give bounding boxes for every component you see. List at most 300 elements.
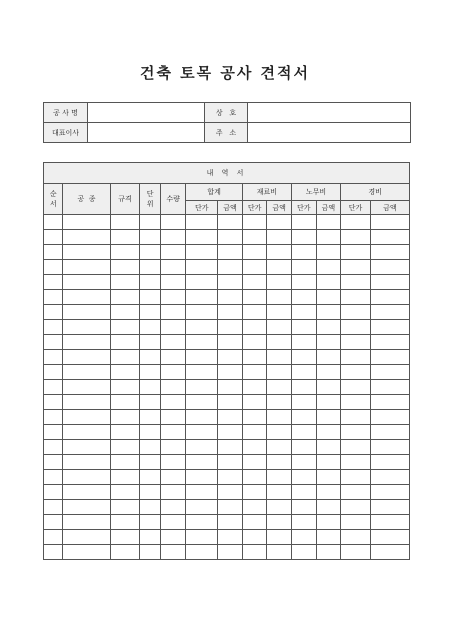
- table-cell[interactable]: [291, 245, 316, 260]
- table-cell[interactable]: [267, 275, 292, 290]
- table-cell[interactable]: [267, 395, 292, 410]
- table-cell[interactable]: [63, 290, 110, 305]
- table-cell[interactable]: [291, 215, 316, 230]
- table-cell[interactable]: [316, 245, 341, 260]
- table-cell[interactable]: [291, 275, 316, 290]
- table-cell[interactable]: [63, 245, 110, 260]
- table-cell[interactable]: [218, 485, 243, 500]
- table-cell[interactable]: [218, 440, 243, 455]
- table-cell[interactable]: [370, 455, 409, 470]
- table-cell[interactable]: [370, 500, 409, 515]
- table-cell[interactable]: [242, 545, 267, 560]
- table-cell[interactable]: [267, 485, 292, 500]
- table-cell[interactable]: [63, 215, 110, 230]
- table-cell[interactable]: [110, 470, 140, 485]
- table-cell[interactable]: [63, 515, 110, 530]
- table-cell[interactable]: [291, 230, 316, 245]
- table-cell[interactable]: [160, 455, 186, 470]
- table-cell[interactable]: [267, 545, 292, 560]
- table-cell[interactable]: [44, 545, 63, 560]
- table-cell[interactable]: [218, 500, 243, 515]
- table-cell[interactable]: [316, 350, 341, 365]
- table-cell[interactable]: [370, 350, 409, 365]
- table-cell[interactable]: [316, 230, 341, 245]
- table-cell[interactable]: [267, 500, 292, 515]
- table-cell[interactable]: [186, 305, 218, 320]
- company-field[interactable]: [248, 103, 411, 123]
- table-cell[interactable]: [44, 410, 63, 425]
- table-cell[interactable]: [242, 260, 267, 275]
- table-cell[interactable]: [370, 335, 409, 350]
- table-cell[interactable]: [267, 245, 292, 260]
- table-cell[interactable]: [110, 515, 140, 530]
- table-cell[interactable]: [140, 245, 160, 260]
- table-cell[interactable]: [140, 215, 160, 230]
- table-cell[interactable]: [242, 230, 267, 245]
- table-cell[interactable]: [370, 320, 409, 335]
- table-cell[interactable]: [44, 365, 63, 380]
- table-cell[interactable]: [316, 365, 341, 380]
- table-cell[interactable]: [110, 260, 140, 275]
- table-cell[interactable]: [44, 440, 63, 455]
- table-cell[interactable]: [140, 350, 160, 365]
- table-cell[interactable]: [341, 320, 371, 335]
- table-cell[interactable]: [291, 545, 316, 560]
- table-cell[interactable]: [242, 275, 267, 290]
- table-cell[interactable]: [110, 485, 140, 500]
- table-cell[interactable]: [140, 335, 160, 350]
- table-cell[interactable]: [341, 290, 371, 305]
- table-cell[interactable]: [267, 425, 292, 440]
- table-cell[interactable]: [291, 440, 316, 455]
- table-cell[interactable]: [242, 485, 267, 500]
- table-cell[interactable]: [267, 365, 292, 380]
- table-cell[interactable]: [110, 440, 140, 455]
- table-cell[interactable]: [63, 485, 110, 500]
- table-cell[interactable]: [110, 395, 140, 410]
- table-cell[interactable]: [160, 395, 186, 410]
- table-cell[interactable]: [341, 245, 371, 260]
- table-cell[interactable]: [316, 290, 341, 305]
- table-cell[interactable]: [186, 470, 218, 485]
- table-cell[interactable]: [160, 470, 186, 485]
- table-cell[interactable]: [140, 305, 160, 320]
- table-cell[interactable]: [242, 380, 267, 395]
- table-cell[interactable]: [160, 350, 186, 365]
- table-cell[interactable]: [63, 410, 110, 425]
- table-cell[interactable]: [291, 470, 316, 485]
- table-cell[interactable]: [110, 230, 140, 245]
- table-cell[interactable]: [140, 500, 160, 515]
- table-cell[interactable]: [160, 335, 186, 350]
- table-cell[interactable]: [341, 545, 371, 560]
- table-cell[interactable]: [370, 410, 409, 425]
- table-cell[interactable]: [370, 395, 409, 410]
- table-cell[interactable]: [44, 500, 63, 515]
- table-cell[interactable]: [291, 365, 316, 380]
- table-cell[interactable]: [218, 290, 243, 305]
- table-cell[interactable]: [370, 485, 409, 500]
- table-cell[interactable]: [242, 395, 267, 410]
- table-cell[interactable]: [370, 545, 409, 560]
- table-cell[interactable]: [63, 305, 110, 320]
- table-cell[interactable]: [242, 440, 267, 455]
- table-cell[interactable]: [186, 395, 218, 410]
- table-cell[interactable]: [44, 485, 63, 500]
- table-cell[interactable]: [110, 455, 140, 470]
- table-cell[interactable]: [63, 500, 110, 515]
- table-cell[interactable]: [267, 410, 292, 425]
- table-cell[interactable]: [291, 305, 316, 320]
- table-cell[interactable]: [44, 455, 63, 470]
- table-cell[interactable]: [218, 365, 243, 380]
- table-cell[interactable]: [267, 320, 292, 335]
- table-cell[interactable]: [140, 425, 160, 440]
- table-cell[interactable]: [110, 320, 140, 335]
- table-cell[interactable]: [291, 260, 316, 275]
- table-cell[interactable]: [291, 425, 316, 440]
- table-cell[interactable]: [44, 275, 63, 290]
- table-cell[interactable]: [242, 470, 267, 485]
- table-cell[interactable]: [110, 410, 140, 425]
- table-cell[interactable]: [341, 350, 371, 365]
- table-cell[interactable]: [160, 380, 186, 395]
- table-cell[interactable]: [341, 215, 371, 230]
- table-cell[interactable]: [267, 455, 292, 470]
- table-cell[interactable]: [140, 485, 160, 500]
- table-cell[interactable]: [160, 305, 186, 320]
- table-cell[interactable]: [160, 260, 186, 275]
- table-cell[interactable]: [110, 530, 140, 545]
- table-cell[interactable]: [341, 515, 371, 530]
- table-cell[interactable]: [341, 425, 371, 440]
- table-cell[interactable]: [140, 320, 160, 335]
- table-cell[interactable]: [160, 515, 186, 530]
- table-cell[interactable]: [242, 290, 267, 305]
- table-cell[interactable]: [63, 365, 110, 380]
- table-cell[interactable]: [140, 545, 160, 560]
- table-cell[interactable]: [110, 380, 140, 395]
- table-cell[interactable]: [267, 290, 292, 305]
- table-cell[interactable]: [341, 455, 371, 470]
- table-cell[interactable]: [316, 305, 341, 320]
- table-cell[interactable]: [44, 230, 63, 245]
- table-cell[interactable]: [291, 290, 316, 305]
- table-cell[interactable]: [44, 350, 63, 365]
- table-cell[interactable]: [160, 545, 186, 560]
- table-cell[interactable]: [160, 320, 186, 335]
- table-cell[interactable]: [110, 365, 140, 380]
- table-cell[interactable]: [242, 530, 267, 545]
- table-cell[interactable]: [341, 500, 371, 515]
- table-cell[interactable]: [370, 290, 409, 305]
- table-cell[interactable]: [186, 485, 218, 500]
- table-cell[interactable]: [63, 530, 110, 545]
- table-cell[interactable]: [44, 515, 63, 530]
- table-cell[interactable]: [267, 515, 292, 530]
- table-cell[interactable]: [341, 440, 371, 455]
- table-cell[interactable]: [242, 515, 267, 530]
- table-cell[interactable]: [44, 395, 63, 410]
- table-cell[interactable]: [218, 515, 243, 530]
- table-cell[interactable]: [370, 230, 409, 245]
- table-cell[interactable]: [186, 380, 218, 395]
- table-cell[interactable]: [110, 305, 140, 320]
- table-cell[interactable]: [186, 515, 218, 530]
- table-cell[interactable]: [341, 305, 371, 320]
- table-cell[interactable]: [370, 515, 409, 530]
- table-cell[interactable]: [341, 335, 371, 350]
- table-cell[interactable]: [186, 290, 218, 305]
- table-cell[interactable]: [370, 380, 409, 395]
- table-cell[interactable]: [316, 215, 341, 230]
- table-cell[interactable]: [316, 380, 341, 395]
- table-cell[interactable]: [370, 260, 409, 275]
- table-cell[interactable]: [316, 500, 341, 515]
- table-cell[interactable]: [316, 260, 341, 275]
- table-cell[interactable]: [140, 365, 160, 380]
- table-cell[interactable]: [370, 530, 409, 545]
- table-cell[interactable]: [63, 545, 110, 560]
- table-cell[interactable]: [63, 380, 110, 395]
- table-cell[interactable]: [218, 320, 243, 335]
- table-cell[interactable]: [218, 380, 243, 395]
- table-cell[interactable]: [341, 275, 371, 290]
- table-cell[interactable]: [242, 215, 267, 230]
- table-cell[interactable]: [218, 395, 243, 410]
- table-cell[interactable]: [218, 260, 243, 275]
- table-cell[interactable]: [267, 335, 292, 350]
- table-cell[interactable]: [370, 245, 409, 260]
- table-cell[interactable]: [242, 335, 267, 350]
- table-cell[interactable]: [291, 410, 316, 425]
- table-cell[interactable]: [370, 365, 409, 380]
- table-cell[interactable]: [63, 335, 110, 350]
- table-cell[interactable]: [186, 245, 218, 260]
- table-cell[interactable]: [110, 245, 140, 260]
- address-field[interactable]: [248, 123, 411, 143]
- table-cell[interactable]: [44, 530, 63, 545]
- table-cell[interactable]: [44, 290, 63, 305]
- table-cell[interactable]: [44, 335, 63, 350]
- table-cell[interactable]: [218, 350, 243, 365]
- table-cell[interactable]: [291, 380, 316, 395]
- table-cell[interactable]: [140, 230, 160, 245]
- table-cell[interactable]: [316, 530, 341, 545]
- table-cell[interactable]: [44, 320, 63, 335]
- table-cell[interactable]: [160, 230, 186, 245]
- table-cell[interactable]: [316, 485, 341, 500]
- table-cell[interactable]: [140, 410, 160, 425]
- table-cell[interactable]: [341, 530, 371, 545]
- table-cell[interactable]: [316, 545, 341, 560]
- table-cell[interactable]: [110, 545, 140, 560]
- table-cell[interactable]: [63, 440, 110, 455]
- table-cell[interactable]: [242, 320, 267, 335]
- table-cell[interactable]: [316, 320, 341, 335]
- table-cell[interactable]: [186, 350, 218, 365]
- table-cell[interactable]: [160, 365, 186, 380]
- table-cell[interactable]: [267, 215, 292, 230]
- table-cell[interactable]: [316, 425, 341, 440]
- table-cell[interactable]: [267, 440, 292, 455]
- table-cell[interactable]: [63, 350, 110, 365]
- table-cell[interactable]: [242, 425, 267, 440]
- table-cell[interactable]: [160, 530, 186, 545]
- table-cell[interactable]: [242, 365, 267, 380]
- table-cell[interactable]: [160, 500, 186, 515]
- table-cell[interactable]: [316, 440, 341, 455]
- table-cell[interactable]: [242, 500, 267, 515]
- table-cell[interactable]: [140, 290, 160, 305]
- table-cell[interactable]: [316, 410, 341, 425]
- table-cell[interactable]: [186, 215, 218, 230]
- table-cell[interactable]: [242, 350, 267, 365]
- table-cell[interactable]: [341, 395, 371, 410]
- table-cell[interactable]: [291, 320, 316, 335]
- table-cell[interactable]: [291, 455, 316, 470]
- table-cell[interactable]: [110, 290, 140, 305]
- table-cell[interactable]: [242, 245, 267, 260]
- table-cell[interactable]: [316, 335, 341, 350]
- table-cell[interactable]: [140, 470, 160, 485]
- table-cell[interactable]: [110, 275, 140, 290]
- table-cell[interactable]: [316, 470, 341, 485]
- table-cell[interactable]: [267, 380, 292, 395]
- table-cell[interactable]: [291, 395, 316, 410]
- table-cell[interactable]: [218, 545, 243, 560]
- table-cell[interactable]: [370, 440, 409, 455]
- table-cell[interactable]: [291, 485, 316, 500]
- table-cell[interactable]: [63, 455, 110, 470]
- table-cell[interactable]: [291, 500, 316, 515]
- table-cell[interactable]: [316, 515, 341, 530]
- table-cell[interactable]: [267, 230, 292, 245]
- table-cell[interactable]: [291, 335, 316, 350]
- table-cell[interactable]: [63, 230, 110, 245]
- table-cell[interactable]: [44, 470, 63, 485]
- table-cell[interactable]: [63, 425, 110, 440]
- table-cell[interactable]: [63, 320, 110, 335]
- table-cell[interactable]: [160, 425, 186, 440]
- table-cell[interactable]: [218, 335, 243, 350]
- table-cell[interactable]: [218, 530, 243, 545]
- table-cell[interactable]: [341, 485, 371, 500]
- table-cell[interactable]: [63, 395, 110, 410]
- table-cell[interactable]: [186, 545, 218, 560]
- table-cell[interactable]: [341, 230, 371, 245]
- table-cell[interactable]: [218, 275, 243, 290]
- table-cell[interactable]: [186, 260, 218, 275]
- table-cell[interactable]: [267, 470, 292, 485]
- table-cell[interactable]: [242, 455, 267, 470]
- table-cell[interactable]: [110, 215, 140, 230]
- table-cell[interactable]: [186, 410, 218, 425]
- table-cell[interactable]: [267, 530, 292, 545]
- table-cell[interactable]: [186, 440, 218, 455]
- table-cell[interactable]: [63, 470, 110, 485]
- table-cell[interactable]: [186, 425, 218, 440]
- table-cell[interactable]: [291, 530, 316, 545]
- table-cell[interactable]: [140, 260, 160, 275]
- table-cell[interactable]: [140, 515, 160, 530]
- table-cell[interactable]: [186, 500, 218, 515]
- table-cell[interactable]: [242, 305, 267, 320]
- table-cell[interactable]: [341, 380, 371, 395]
- table-cell[interactable]: [44, 305, 63, 320]
- table-cell[interactable]: [160, 245, 186, 260]
- project-name-field[interactable]: [88, 103, 205, 123]
- table-cell[interactable]: [267, 260, 292, 275]
- ceo-field[interactable]: [88, 123, 205, 143]
- table-cell[interactable]: [341, 260, 371, 275]
- table-cell[interactable]: [186, 230, 218, 245]
- table-cell[interactable]: [160, 440, 186, 455]
- table-cell[interactable]: [186, 320, 218, 335]
- table-cell[interactable]: [110, 350, 140, 365]
- table-cell[interactable]: [44, 215, 63, 230]
- table-cell[interactable]: [186, 530, 218, 545]
- table-cell[interactable]: [291, 515, 316, 530]
- table-cell[interactable]: [140, 380, 160, 395]
- table-cell[interactable]: [186, 365, 218, 380]
- table-cell[interactable]: [218, 425, 243, 440]
- table-cell[interactable]: [370, 425, 409, 440]
- table-cell[interactable]: [370, 470, 409, 485]
- table-cell[interactable]: [160, 215, 186, 230]
- table-cell[interactable]: [218, 410, 243, 425]
- table-cell[interactable]: [140, 440, 160, 455]
- table-cell[interactable]: [218, 305, 243, 320]
- table-cell[interactable]: [186, 275, 218, 290]
- table-cell[interactable]: [218, 215, 243, 230]
- table-cell[interactable]: [110, 500, 140, 515]
- table-cell[interactable]: [218, 455, 243, 470]
- table-cell[interactable]: [160, 290, 186, 305]
- table-cell[interactable]: [160, 485, 186, 500]
- table-cell[interactable]: [44, 260, 63, 275]
- table-cell[interactable]: [160, 410, 186, 425]
- table-cell[interactable]: [63, 260, 110, 275]
- table-cell[interactable]: [44, 425, 63, 440]
- table-cell[interactable]: [370, 305, 409, 320]
- table-cell[interactable]: [140, 455, 160, 470]
- table-cell[interactable]: [186, 335, 218, 350]
- table-cell[interactable]: [267, 305, 292, 320]
- table-cell[interactable]: [341, 470, 371, 485]
- table-cell[interactable]: [316, 275, 341, 290]
- table-cell[interactable]: [316, 455, 341, 470]
- table-cell[interactable]: [341, 410, 371, 425]
- table-cell[interactable]: [63, 275, 110, 290]
- table-cell[interactable]: [140, 530, 160, 545]
- table-cell[interactable]: [186, 455, 218, 470]
- table-cell[interactable]: [267, 350, 292, 365]
- table-cell[interactable]: [160, 275, 186, 290]
- table-cell[interactable]: [44, 380, 63, 395]
- table-cell[interactable]: [218, 245, 243, 260]
- table-cell[interactable]: [291, 350, 316, 365]
- table-cell[interactable]: [44, 245, 63, 260]
- table-cell[interactable]: [370, 275, 409, 290]
- table-cell[interactable]: [140, 395, 160, 410]
- table-cell[interactable]: [140, 275, 160, 290]
- table-cell[interactable]: [110, 335, 140, 350]
- table-cell[interactable]: [316, 395, 341, 410]
- table-cell[interactable]: [218, 470, 243, 485]
- table-cell[interactable]: [110, 425, 140, 440]
- table-cell[interactable]: [341, 365, 371, 380]
